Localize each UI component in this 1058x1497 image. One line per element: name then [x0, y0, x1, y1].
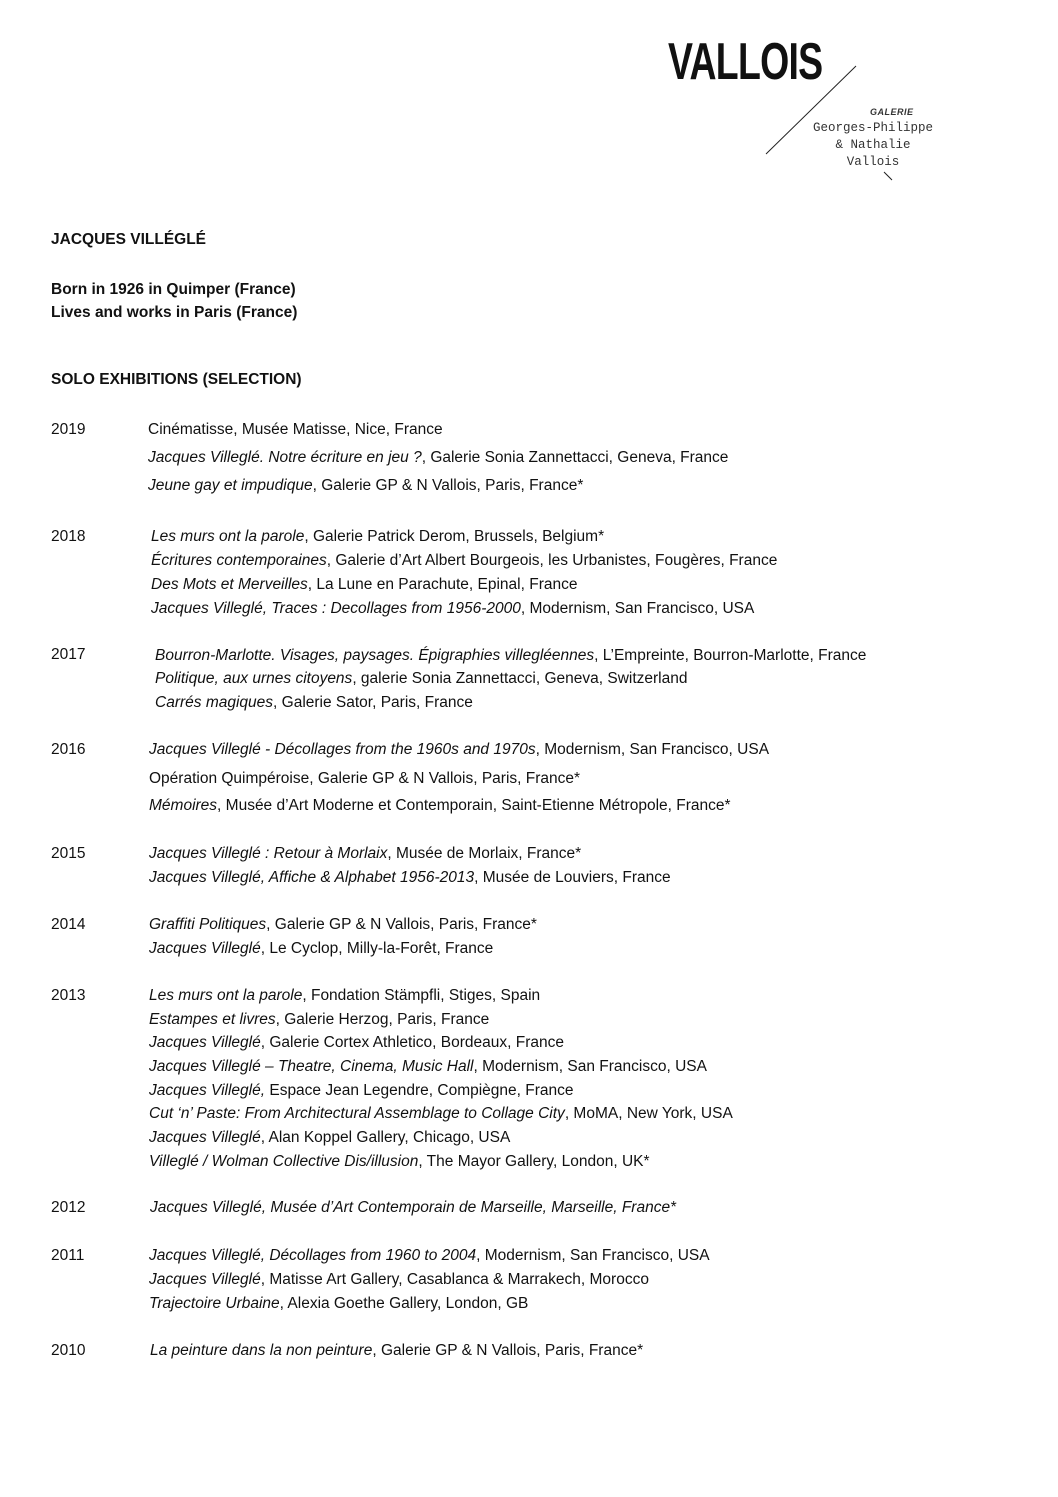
exhibition-entry [149, 1105, 733, 1123]
exhibition-venue: , MoMA, New York, USA [564, 1105, 733, 1122]
exhibition-title: Écritures contemporaines [151, 552, 327, 569]
exhibition-year: 2012 [51, 1199, 86, 1216]
exhibition-entry [149, 1082, 574, 1100]
exhibition-entry [151, 528, 604, 546]
exhibition-title: Jacques Villeglé, Décollages from 1960 to 2004 [149, 1247, 477, 1264]
exhibition-venue: , Modernism, San Francisco, USA [473, 1058, 707, 1075]
exhibition-venue: , Le Cyclop, Milly-la-Forêt, France [260, 940, 494, 957]
exhibition-venue: , Galerie Patrick Derom, Brussels, Belgium* [304, 528, 605, 545]
exhibition-title: Opération Quimpéroise [149, 770, 310, 787]
exhibition-venue: , Galerie GP & N Vallois, Paris, France* [266, 916, 537, 933]
exhibition-year: 2011 [51, 1247, 85, 1264]
exhibition-entry [155, 670, 687, 688]
exhibition-entry [149, 1129, 510, 1147]
galerie-label: GALERIE [870, 107, 914, 117]
exhibition-year: 2017 [51, 646, 86, 663]
exhibition-title: Carrés magiques [155, 694, 274, 711]
exhibition-title: Jacques Villeglé – Theatre, Cinema, Music Hall [149, 1058, 474, 1075]
exhibition-year: 2019 [51, 421, 86, 438]
exhibition-title: Trajectoire Urbaine [149, 1295, 280, 1312]
exhibition-entry [149, 1295, 528, 1313]
exhibition-title: Jacques Villeglé. Notre écriture en jeu ? [148, 449, 422, 466]
exhibition-entry [155, 647, 866, 665]
exhibition-venue: , Matisse Art Gallery, Casablanca & Marrakech, Morocco [260, 1271, 649, 1288]
exhibition-venue: , Galerie Cortex Athletico, Bordeaux, France [260, 1034, 564, 1051]
exhibition-venue: , Musée Matisse, Nice, France [233, 421, 443, 438]
exhibition-title: Jacques Villeglé [149, 940, 261, 957]
exhibition-entry [149, 741, 769, 759]
owner-name-line: Georges-Philippe [812, 121, 934, 135]
exhibition-entry [149, 869, 671, 887]
exhibition-venue: , Fondation Stämpfli, Stiges, Spain [302, 987, 541, 1004]
birth-info: Born in 1926 in Quimper (France) [51, 281, 296, 298]
exhibition-venue: Espace Jean Legendre, Compiègne, France [265, 1082, 574, 1099]
exhibition-entry [149, 770, 580, 788]
exhibition-title: Jacques Villeglé, Musée d’Art Contemporain de Marseille, Marseille, France* [150, 1199, 677, 1216]
exhibition-entry [149, 1153, 650, 1171]
exhibition-entry [149, 987, 540, 1005]
exhibition-title: Jacques Villeglé [149, 1129, 261, 1146]
exhibition-entry [149, 1247, 710, 1265]
exhibition-entry [149, 940, 493, 958]
exhibition-venue: , L’Empreinte, Bourron-Marlotte, France [594, 647, 867, 664]
artist-bio [51, 278, 297, 324]
exhibition-venue: , Modernism, San Francisco, USA [535, 741, 770, 758]
exhibition-year: 2010 [51, 1342, 86, 1359]
exhibition-title: Politique, aux urnes citoyens [155, 670, 353, 687]
exhibition-title: La peinture dans la non peinture [150, 1342, 373, 1359]
gallery-owner-names [800, 120, 946, 171]
exhibition-year: 2013 [51, 987, 86, 1004]
exhibition-venue: , Modernism, San Francisco, USA [520, 600, 755, 617]
exhibition-venue: , Galerie Sonia Zannettacci, Geneva, France [421, 449, 729, 466]
exhibition-entry [151, 600, 754, 618]
exhibition-venue: , Musée de Morlaix, France* [387, 845, 582, 862]
exhibition-entry [151, 552, 777, 570]
exhibition-title: Les murs ont la parole [149, 987, 303, 1004]
logo-wordmark: VALLOIS [668, 33, 823, 91]
exhibition-year: 2014 [51, 916, 86, 933]
exhibition-venue: , Galerie Sator, Paris, France [273, 694, 473, 711]
section-title: SOLO EXHIBITIONS (SELECTION) [51, 371, 302, 388]
exhibition-entry [149, 916, 537, 934]
exhibition-entry [150, 1342, 643, 1360]
exhibition-entry [149, 797, 731, 815]
exhibition-entry [148, 421, 443, 439]
exhibition-title: Jacques Villeglé [149, 1271, 261, 1288]
exhibition-venue: , Galerie d’Art Albert Bourgeois, les Urbanistes, Fougères, France [326, 552, 778, 569]
exhibition-title: Jeune gay et impudique [148, 477, 313, 494]
owner-name-line: Vallois [846, 155, 900, 169]
exhibition-venue: , The Mayor Gallery, London, UK* [418, 1153, 650, 1170]
exhibition-entry [151, 576, 577, 594]
exhibition-title: Jacques Villeglé, [149, 1082, 266, 1099]
exhibition-venue: , Musée de Louviers, France [474, 869, 671, 886]
exhibition-entry [148, 477, 583, 495]
exhibition-venue: , Modernism, San Francisco, USA [476, 1247, 710, 1264]
artist-name: JACQUES VILLÉGLÉ [51, 231, 207, 248]
exhibition-title: Jacques Villeglé - Décollages from the 1960s and 1970s [149, 741, 536, 758]
exhibition-entry [150, 1199, 676, 1217]
exhibition-venue: , Galerie GP & N Vallois, Paris, France* [372, 1342, 644, 1359]
exhibition-year: 2015 [51, 845, 86, 862]
exhibition-title: Graffiti Politiques [149, 916, 267, 933]
exhibition-year: 2016 [51, 741, 86, 758]
exhibition-venue: , Alexia Goethe Gallery, London, GB [279, 1295, 529, 1312]
exhibition-entry [149, 1271, 649, 1289]
exhibition-title: Mémoires [149, 797, 218, 814]
exhibition-title: Cinématisse [148, 421, 234, 438]
exhibition-venue: , Galerie GP & N Vallois, Paris, France* [312, 477, 584, 494]
exhibition-entry [149, 845, 581, 863]
exhibition-title: Cut ‘n’ Paste: From Architectural Assemblage to Collage City [149, 1105, 565, 1122]
exhibition-entry [149, 1011, 489, 1029]
exhibition-venue: , La Lune en Parachute, Epinal, France [307, 576, 578, 593]
exhibition-venue: , Alan Koppel Gallery, Chicago, USA [260, 1129, 511, 1146]
exhibition-venue: , Galerie GP & N Vallois, Paris, France* [309, 770, 581, 787]
exhibition-entry [149, 1034, 564, 1052]
exhibition-venue: , galerie Sonia Zannettacci, Geneva, Switzerland [352, 670, 688, 687]
exhibition-venue: , Galerie Herzog, Paris, France [275, 1011, 490, 1028]
exhibition-entry [148, 449, 728, 467]
exhibition-title: Jacques Villeglé, Traces : Decollages from 1956-2000 [151, 600, 521, 617]
exhibition-title: Estampes et livres [149, 1011, 276, 1028]
exhibition-title: Jacques Villeglé [149, 1034, 261, 1051]
exhibition-venue: , Musée d’Art Moderne et Contemporain, Saint-Etienne Métropole, France* [217, 797, 731, 814]
gallery-logo [0, 0, 1058, 200]
exhibition-entry [155, 694, 473, 712]
exhibition-year: 2018 [51, 528, 86, 545]
exhibition-title: Les murs ont la parole [151, 528, 305, 545]
residence-info: Lives and works in Paris (France) [51, 304, 298, 321]
exhibition-title: Bourron-Marlotte. Visages, paysages. Épigraphies villegléennes [155, 647, 595, 664]
exhibition-entry [149, 1058, 707, 1076]
exhibition-title: Jacques Villeglé, Affiche & Alphabet 1956-2013 [149, 869, 475, 886]
exhibition-title: Des Mots et Merveilles [151, 576, 308, 593]
exhibition-title: Villeglé / Wolman Collective Dis/illusion [149, 1153, 419, 1170]
exhibition-title: Jacques Villeglé : Retour à Morlaix [149, 845, 388, 862]
owner-name-line: & Nathalie [835, 138, 911, 152]
